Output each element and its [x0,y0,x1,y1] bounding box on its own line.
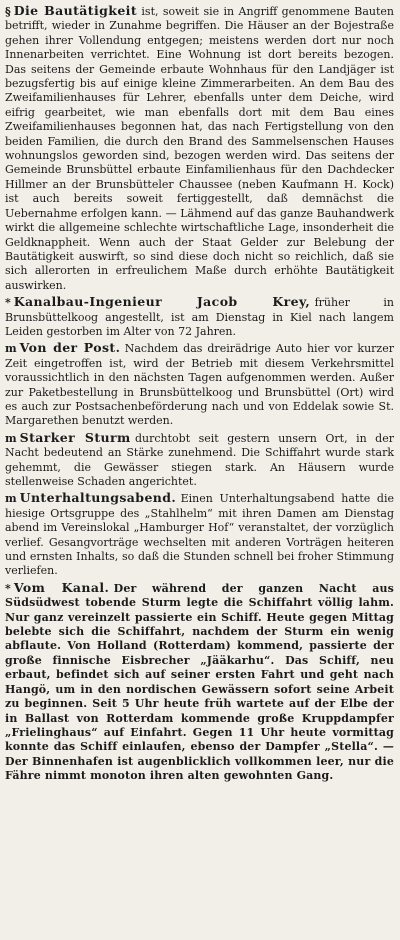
section-mark: m [5,492,17,506]
article-headline: Kanalbau-Ingenieur Jacob Krey, [13,294,311,310]
article-headline: Die Bautätigkeit [13,3,138,18]
section-mark: * [5,581,11,595]
article-body: früher in Brunsbüttelkoog angestellt, ist am Dienstag in Kiel nach langem Leiden gestorben im Alter von 72 Jahren. [5,296,394,338]
article-headline: Vom Kanal. [13,579,110,595]
section-mark: * [5,296,11,310]
section-mark: § [5,5,11,18]
article-vom-kanal [5,581,394,784]
article-obituary-krey [5,295,394,339]
article-body: ist, soweit sie in Angriff genommene Bauten betrifft, wieder in Zunahme begriffen. Die Häuser an der Bojestraße gehen ihrer Vollendung entgegen; meistens werden dort nur noch Innenarbeiten verrichtet. Eine Wohnung ist dort bereits bezogen. Das seitens der Gemeinde erbaute Wohnhaus für den Landjäger ist bezugsfertig bis auf einige kleine Zimmerarbeiten. An dem Bau des Zweifamilienhauses für Lehrer, ebenfalls unter dem Deiche, wird eifrig gearbeitet, wie man ebenfalls dort mit dem Bau eines Zweifamilienhauses begonnen hat, das nach Fertigstellung von den beiden Familien, die durch den Brand des Sammelsenschen Hauses wohnungslos geworden sind, bezogen werden wird. Das seitens der Gemeinde Brunsbüttel erbaute Einfamilienhaus für den Dachdecker Hillmer an der Brunsbütteler Chaussee (neben Kaufmann H. Kock) ist auch bereits soweit fertiggestellt, daß demnächst die Uebernahme erfolgen kann. — Lähmend auf das ganze Bauhandwerk wirkt die allgemeine schlechte wirtschaftliche Lage, insonderheit die Geldknappheit. Wenn auch der Staat Gelder zur Belebung der Bautätigkeit auswirft, so sind diese doch nicht so reichlich, daß sie sich allerorten in erfreulichem Maße durch erhöhte Bautätigkeit auswirken. [5,5,395,292]
article-post [5,341,394,428]
section-mark: m [5,342,17,356]
article-headline: Von der Post. [19,340,121,356]
article-sturm [5,431,394,490]
article-body: durchtobt seit gestern unsern Ort, in der Nacht bedeutend an Stärke zunehmend. Die Schiffahrt wurde stark gehemmt, die Gewässer stiegen stark. An Häusern wurde stellenweise Schaden angerichtet. [5,431,394,488]
article-body: Der während der ganzen Nacht aus Südsüdwest tobende Sturm legte die Schiffahrt völlig lahm. Nur ganz vereinzelt passierte ein Schiff. Heute gegen Mittag belebte sich die Schiffahrt, nachdem der Sturm ein wenig abflaute. Von Holland (Rotterdam) kommend, passierte der große finnische Eisbrecher „Jääkarhu“. Das Schiff, neu erbaut, befindet sich auf seiner ersten Fahrt und geht nach Hangö, um in den nordischen Gewässern sofort seine Arbeit zu beginnen. Seit 5 Uhr heute früh wartete auf der Elbe der in Ballast von Rotterdam kommende große Kruppdampfer „Frielinghaus“ auf Einfahrt. Gegen 11 Uhr heute vormittag konnte das Schiff einlaufen, ebenso der Dampfer „Stella“. — Der Binnenhafen ist augenblicklich vollkommen leer, nur die Fähre nimmt monoton ihren alten gewohnten Gang. [5,581,394,783]
article-body: Nachdem das dreirädrige Auto hier vor kurzer Zeit eingetroffen ist, wird der Betrieb mit diesem Verkehrsmittel voraussichtlich in den nächsten Tagen aufgenommen werden. Außer zur Paketbestellung in Brunsbüttelkoog und Brunsbüttel (Ort) wird es auch zur Postsachenbeförderung nach und von Eddelak sowie St. Margarethen benutzt werden. [5,342,394,428]
article-bautaetigkeit [5,4,394,293]
article-unterhaltungsabend [5,491,394,578]
article-body: Einen Unterhaltungsabend hatte die hiesige Ortsgruppe des „Stahlhelm“ mit ihren Damen am Dienstag abend im Vereinslokal „Hamburger Hof“ veranstaltet, der vorzüglich verlief. Gesangvorträge wechselten mit anderen Vorträgen heiteren und ernsten Inhalts, so daß die Stunden schnell bei froher Stimmung verliefen. [5,492,394,578]
article-headline: Unterhaltungsabend. [19,490,177,506]
section-mark: m [5,431,17,445]
article-headline: Starker Sturm [19,429,131,445]
